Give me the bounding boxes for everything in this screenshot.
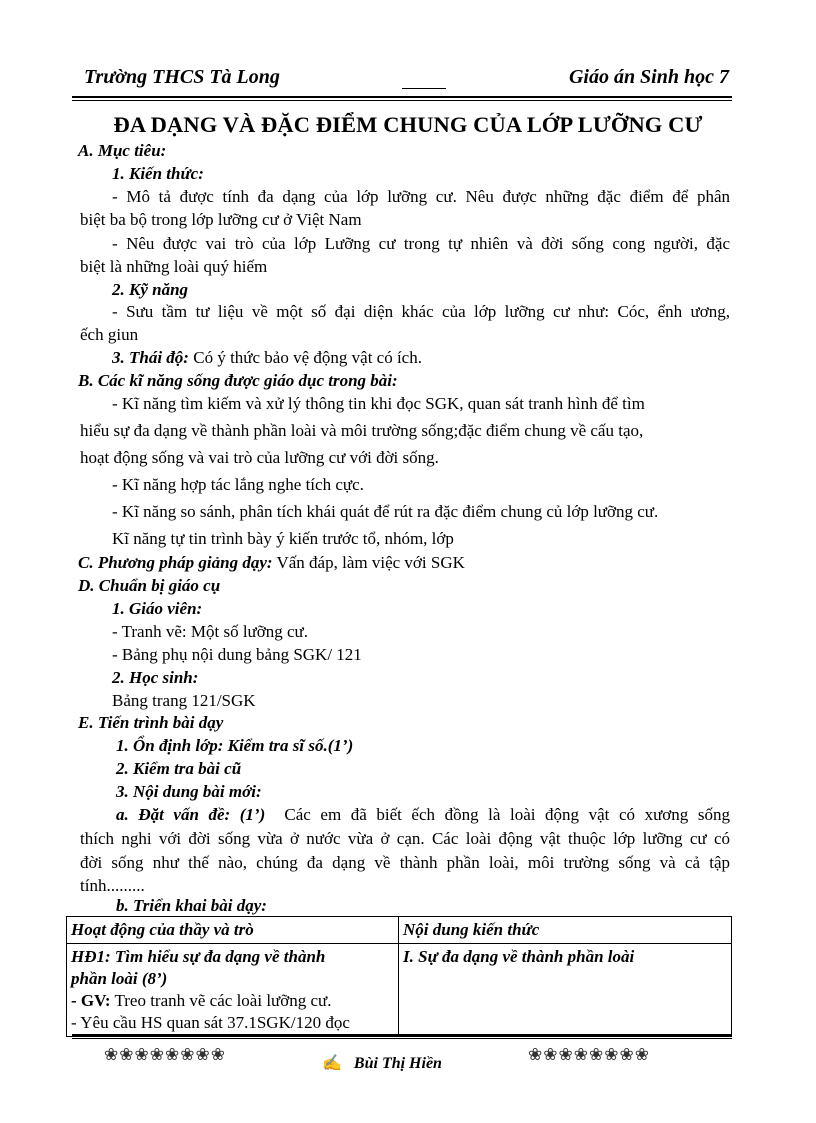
hs-line: - Yêu cầu HS quan sát 37.1SGK/120 đọc	[71, 1013, 350, 1032]
table-header-row	[67, 917, 732, 944]
table-header-content: Nội dung kiến thức	[399, 917, 732, 944]
step-2: 2. Kiểm tra bài cũ	[116, 759, 242, 778]
knowledge-heading: 1. Kiến thức:	[112, 164, 204, 183]
activity-table	[66, 916, 732, 1037]
section-d-heading: D. Chuẩn bị giáo cụ	[78, 576, 221, 595]
footer-author-line	[322, 1053, 442, 1073]
knowledge-item-2: - Nêu được vai trò của lớp Lưỡng cư trong tự nhiên và đời sống cong người, đặc	[112, 234, 730, 253]
section-c-heading: C. Phương pháp giảng dạy:	[78, 553, 273, 572]
intro-line-2: thích nghi với đời sống vừa ở nước vừa ở cạn. Các loài động vật thuộc lớp lưỡng cư có	[80, 829, 730, 848]
header-rule-thin	[72, 100, 732, 101]
footer-author: Bùi Thị Hiền	[353, 1055, 442, 1072]
intro-label: a. Đặt vấn đề: (1’)	[116, 805, 266, 824]
skills-item-1: - Sưu tầm tư liệu về một số đại diện khác của lớp lưỡng cư như: Cóc, ểnh ương,	[112, 302, 730, 321]
teacher-item-1: - Tranh vẽ: Một số lưỡng cư.	[112, 622, 309, 641]
life-skill-3: - Kĩ năng so sánh, phân tích khái quát để rút ra đặc điểm chung củ lớp lưỡng cư.	[112, 502, 659, 521]
hd1-title-cont: phần loài (8’)	[71, 969, 168, 988]
section-e-heading: E. Tiến trình bài dạy	[78, 713, 224, 732]
life-skill-2: - Kĩ năng hợp tác lắng nghe tích cực.	[112, 475, 364, 494]
footer-rule-thin	[72, 1038, 732, 1039]
flower-ornament-right: ❀❀❀❀❀❀❀❀	[528, 1045, 650, 1064]
content-cell: I. Sự đa dạng về thành phần loài	[399, 944, 732, 1037]
gv-label: - GV:	[71, 991, 111, 1010]
attitude-text: Có ý thức bảo vệ động vật có ích.	[193, 348, 422, 367]
flower-ornament-left: ❀❀❀❀❀❀❀❀	[104, 1045, 226, 1064]
knowledge-item-1: - Mô tả được tính đa dạng của lớp lưỡng cư. Nêu được những đặc điểm để phân	[112, 187, 730, 206]
life-skill-1: - Kĩ năng tìm kiếm và xử lý thông tin khi đọc SGK, quan sát tranh hình để tìm	[112, 394, 645, 413]
skills-item-1-cont: ếch giun	[80, 325, 139, 344]
header-rule	[72, 96, 732, 98]
pen-icon: ✍	[322, 1055, 342, 1072]
header-divider	[402, 66, 446, 89]
section-a-heading: A. Mục tiêu:	[78, 141, 167, 160]
header-subject: Giáo án Sinh học 7	[568, 66, 729, 88]
life-skill-1-cont: hiểu sự đa dạng về thành phần loài và môi trường sống;đặc điểm chung về cấu tạo,	[80, 421, 644, 440]
intro-text-1: Các em đã biết ếch đồng là loài động vật có xương sống	[284, 805, 730, 824]
knowledge-item-1-cont: biệt ba bộ trong lớp lưỡng cư ở Việt Nam	[80, 210, 362, 229]
skills-heading: 2. Kỹ năng	[112, 280, 189, 299]
footer-rule	[72, 1034, 732, 1036]
knowledge-item-2-cont: biệt là những loài quý hiếm	[80, 257, 268, 276]
teacher-heading: 1. Giáo viên:	[112, 599, 203, 618]
gv-line	[71, 990, 394, 1012]
intro-line-4: tính.........	[80, 876, 145, 895]
attitude-line	[112, 348, 422, 368]
page-header	[84, 66, 729, 96]
table-row	[67, 944, 732, 1037]
student-item-1: Bảng trang 121/SGK	[112, 691, 256, 710]
life-skill-4: Kĩ năng tự tin trình bày ý kiến trước tổ, nhóm, lớp	[112, 529, 454, 548]
life-skill-1-cont2: hoạt động sống và vai trò của lưỡng cư với đời sống.	[80, 448, 439, 467]
gv-text: Treo tranh vẽ các loài lưỡng cư.	[114, 991, 332, 1010]
intro-line-3: đời sống như thế nào, chúng đa dạng về thành phần loài, môi trường sống và cả tập	[80, 853, 730, 872]
hd1-title: HĐ1: Tìm hiểu sự đa dạng về thành	[71, 947, 326, 966]
header-school: Trường THCS Tà Long	[84, 66, 280, 88]
section-b-heading: B. Các kĩ năng sống được giáo dục trong bài:	[78, 371, 398, 390]
attitude-heading: 3. Thái độ:	[112, 348, 189, 367]
teacher-item-2: - Bảng phụ nội dung bảng SGK/ 121	[112, 645, 362, 664]
section-c-text: Vấn đáp, làm việc với SGK	[276, 553, 465, 572]
deploy-heading: b. Triển khai bài dạy:	[116, 896, 267, 915]
step-3: 3. Nội dung bài mới:	[116, 782, 262, 801]
student-heading: 2. Học sinh:	[112, 668, 199, 687]
lesson-title: ĐA DẠNG VÀ ĐẶC ĐIỂM CHUNG CỦA LỚP LƯỠNG CƯ	[113, 112, 703, 137]
activity-cell	[67, 944, 399, 1037]
table-header-activity: Hoạt động của thầy và trò	[67, 917, 399, 944]
intro-line-1	[80, 805, 730, 825]
step-1: 1. Ổn định lớp: Kiểm tra sĩ số.(1’)	[116, 736, 354, 755]
section-c-line	[78, 553, 465, 573]
